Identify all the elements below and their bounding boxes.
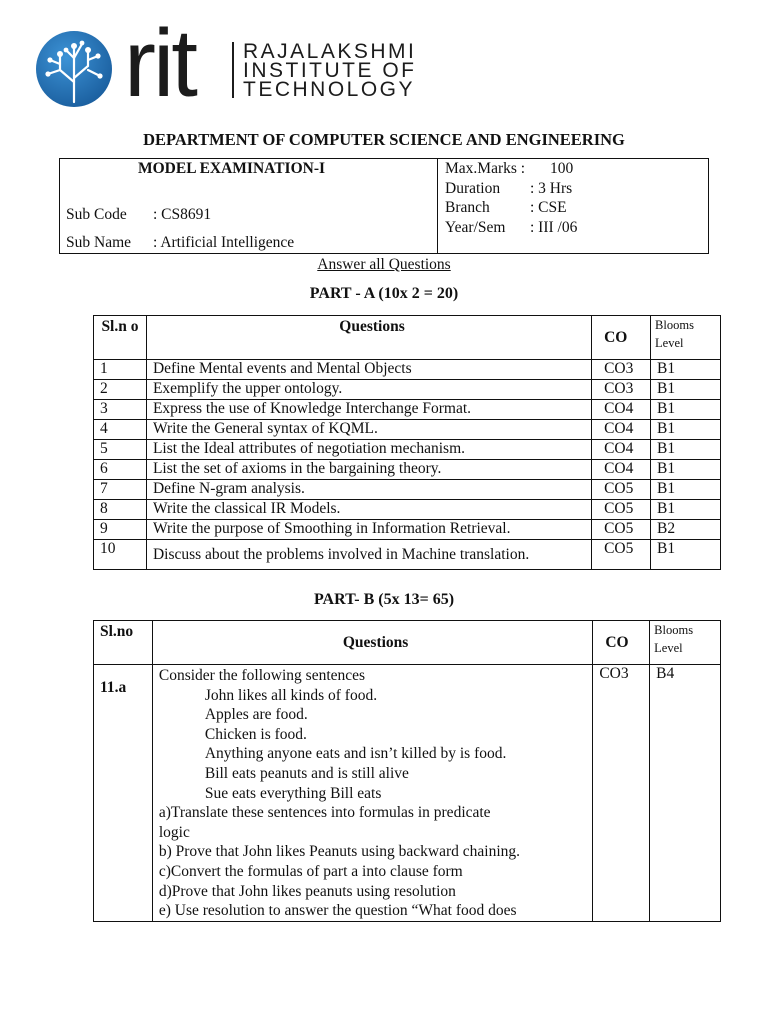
q11a-co: CO3 — [593, 665, 650, 922]
duration-label: Duration — [445, 180, 501, 197]
part-b-title: PART- B (5x 13= 65) — [313, 591, 455, 608]
question-line: Chicken is food. — [204, 725, 307, 743]
header-slno: Sl.no — [94, 621, 153, 665]
table-row — [94, 360, 721, 380]
branch-label: Branch — [445, 199, 490, 216]
blooms-cell: B1 — [651, 460, 721, 480]
question-line: Apples are food. — [204, 706, 308, 724]
question-cell: Define Mental events and Mental Objects — [146, 360, 591, 380]
question-cell: Express the use of Knowledge Interchange Format. — [146, 400, 591, 420]
yearsem-value: : III /06 — [530, 219, 578, 236]
blooms-cell: B1 — [651, 480, 721, 500]
yearsem-label: Year/Sem — [445, 219, 506, 236]
co-cell: CO3 — [592, 380, 651, 400]
logo-wordmark: rit — [124, 10, 195, 117]
co-cell: CO5 — [592, 480, 651, 500]
co-cell: CO3 — [592, 360, 651, 380]
co-cell: CO5 — [592, 520, 651, 540]
q11a-number: 11.a — [94, 665, 153, 922]
question-cell: Write the purpose of Smoothing in Information Retrieval. — [146, 520, 591, 540]
logo-text-line1: RAJALAKSHMI — [243, 40, 417, 63]
logo-text-line2: INSTITUTE OF — [243, 59, 417, 82]
blooms-cell: B1 — [651, 440, 721, 460]
co-cell: CO5 — [592, 500, 651, 520]
header-blooms: Blooms Level — [650, 621, 721, 665]
duration-value: : 3 Hrs — [530, 180, 573, 197]
part-a-table — [93, 315, 721, 570]
header-blooms: Blooms Level — [651, 316, 721, 360]
table-row — [94, 400, 721, 420]
question-line: Sue eats everything Bill eats — [204, 784, 382, 802]
q11a-blooms: B4 — [650, 665, 721, 922]
sub-name-value: : Artificial Intelligence — [153, 234, 295, 251]
question-line: a)Translate these sentences into formulas in predicate — [158, 804, 491, 822]
blooms-cell: B1 — [651, 500, 721, 520]
question-cell: Exemplify the upper ontology. — [146, 380, 591, 400]
table-row — [94, 440, 721, 460]
table-row — [94, 500, 721, 520]
slno-cell: 8 — [94, 500, 147, 520]
part-a-title: PART - A (10x 2 = 20) — [309, 285, 459, 302]
table-row — [94, 460, 721, 480]
header-slno: Sl.n o — [94, 316, 147, 360]
slno-cell: 10 — [94, 540, 147, 570]
question-cell: Write the classical IR Models. — [146, 500, 591, 520]
question-line: c)Convert the formulas of part a into clause form — [158, 862, 463, 880]
co-cell: CO4 — [592, 460, 651, 480]
blooms-cell: B1 — [651, 380, 721, 400]
co-cell: CO5 — [592, 540, 651, 570]
slno-cell: 7 — [94, 480, 147, 500]
question-line: d)Prove that John likes peanuts using resolution — [158, 882, 456, 900]
part-b-table — [93, 620, 721, 922]
blooms-cell: B2 — [651, 520, 721, 540]
header-co: CO — [593, 621, 650, 665]
logo-separator — [232, 42, 234, 98]
q11a-question — [152, 665, 592, 922]
header-questions: Questions — [152, 621, 592, 665]
max-marks-value: 100 — [550, 160, 574, 177]
question-cell: List the Ideal attributes of negotiation mechanism. — [146, 440, 591, 460]
institute-logo-emblem — [34, 30, 114, 108]
question-cell: List the set of axioms in the bargaining theory. — [146, 460, 591, 480]
header-co: CO — [592, 316, 651, 360]
question-line: logic — [158, 823, 190, 841]
branch-value: : CSE — [530, 199, 567, 216]
question-line: b) Prove that John likes Peanuts using backward chaining. — [158, 843, 521, 861]
slno-cell: 1 — [94, 360, 147, 380]
department-title: DEPARTMENT OF COMPUTER SCIENCE AND ENGINEERING — [143, 130, 625, 149]
question-line: Consider the following sentences — [158, 667, 366, 684]
max-marks-label: Max.Marks : — [445, 160, 526, 177]
header-questions: Questions — [146, 316, 591, 360]
blooms-cell: B1 — [651, 400, 721, 420]
sub-code-value: : CS8691 — [153, 206, 212, 223]
blooms-cell: B1 — [651, 540, 721, 570]
question-cell: Define N-gram analysis. — [146, 480, 591, 500]
table-row — [94, 480, 721, 500]
question-line: e) Use resolution to answer the question “What food does — [158, 902, 517, 920]
co-cell: CO4 — [592, 400, 651, 420]
logo-text-line3: TECHNOLOGY — [243, 78, 416, 101]
question-line: John likes all kinds of food. — [204, 686, 378, 704]
sub-code-label: Sub Code — [66, 206, 127, 223]
slno-cell: 9 — [94, 520, 147, 540]
slno-cell: 2 — [94, 380, 147, 400]
question-cell: Discuss about the problems involved in Machine translation. — [146, 540, 591, 570]
question-line: Bill eats peanuts and is still alive — [204, 764, 409, 782]
slno-cell: 5 — [94, 440, 147, 460]
table-row — [94, 520, 721, 540]
co-cell: CO4 — [592, 440, 651, 460]
blooms-cell: B1 — [651, 420, 721, 440]
exam-title: MODEL EXAMINATION-I — [138, 160, 326, 177]
instructions: Answer all Questions — [317, 256, 451, 273]
slno-cell: 4 — [94, 420, 147, 440]
exam-header-divider — [437, 158, 438, 254]
sub-name-label: Sub Name — [66, 234, 132, 251]
blooms-cell: B1 — [651, 360, 721, 380]
question-line: Anything anyone eats and isn’t killed by is food. — [204, 745, 507, 763]
slno-cell: 6 — [94, 460, 147, 480]
co-cell: CO4 — [592, 420, 651, 440]
table-row — [94, 540, 721, 570]
table-row — [94, 420, 721, 440]
question-cell: Write the General syntax of KQML. — [146, 420, 591, 440]
slno-cell: 3 — [94, 400, 147, 420]
table-row — [94, 380, 721, 400]
